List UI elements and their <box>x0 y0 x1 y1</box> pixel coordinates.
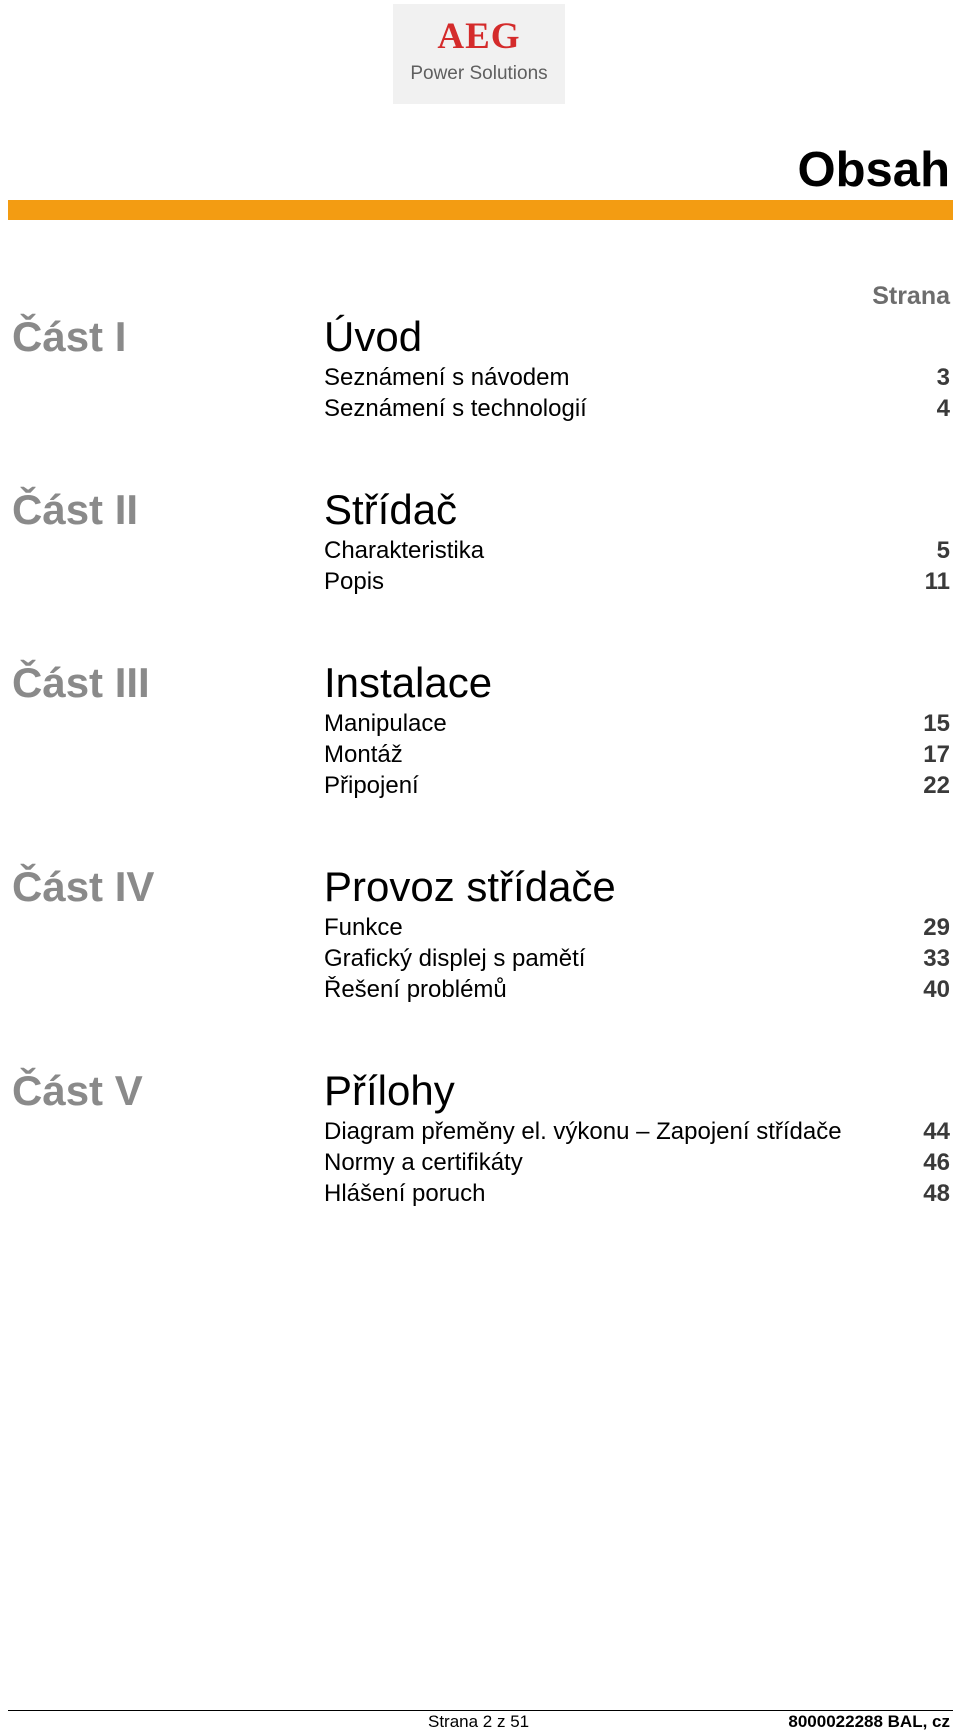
toc-entry-label: Montáž <box>324 741 403 768</box>
toc-entry[interactable] <box>324 739 950 770</box>
toc-entry-page: 40 <box>923 976 950 1003</box>
toc-entry-page: 48 <box>923 1180 950 1207</box>
toc-entry-label: Grafický displej s pamětí <box>324 945 586 972</box>
toc-entry-page: 46 <box>923 1149 950 1176</box>
section-title-2: Střídač <box>324 486 458 533</box>
toc-entry[interactable] <box>324 1116 950 1147</box>
part-label-1: Část I <box>12 313 127 360</box>
toc-entry-label: Řešení problémů <box>324 976 507 1003</box>
page-title: Obsah <box>797 143 950 197</box>
toc-entry[interactable] <box>324 1178 950 1209</box>
toc-entry-page: 29 <box>923 914 950 941</box>
page-column-label: Strana <box>872 282 950 310</box>
part-label-3: Část III <box>12 659 150 706</box>
toc-entry-page: 4 <box>936 395 950 422</box>
toc-entry[interactable] <box>324 393 950 424</box>
part-label-4: Část IV <box>12 863 155 910</box>
section-entries-4 <box>324 912 950 1005</box>
toc-entry-label: Manipulace <box>324 710 447 737</box>
toc-entry-page: 5 <box>936 537 950 564</box>
toc-entry-page: 17 <box>923 741 950 768</box>
toc-entry-page: 11 <box>924 568 950 595</box>
section-title-4: Provoz střídače <box>324 863 616 910</box>
toc-entry-page: 15 <box>923 710 950 737</box>
toc-entry[interactable] <box>324 362 950 393</box>
part-label-5: Část V <box>12 1067 143 1114</box>
toc-entry-label: Normy a certifikáty <box>324 1149 523 1176</box>
toc-entry[interactable] <box>324 943 950 974</box>
toc-entry-label: Funkce <box>324 914 403 941</box>
aeg-logo <box>393 4 565 104</box>
toc-entry-page: 44 <box>923 1118 950 1145</box>
toc-entry-label: Charakteristika <box>324 537 485 564</box>
toc-entry[interactable] <box>324 912 950 943</box>
toc-entry[interactable] <box>324 770 950 801</box>
toc-entry[interactable] <box>324 1147 950 1178</box>
toc-entry[interactable] <box>324 708 950 739</box>
toc-entry-label: Hlášení poruch <box>324 1180 486 1207</box>
section-title-5: Přílohy <box>324 1067 455 1114</box>
logo-brand: AEG <box>437 16 521 57</box>
toc-entry-page: 3 <box>936 364 950 391</box>
section-title-3: Instalace <box>324 659 493 706</box>
footer-doc-id: 8000022288 BAL, cz <box>788 1712 950 1731</box>
toc-entry-label: Popis <box>324 568 385 595</box>
section-title-1: Úvod <box>324 313 423 360</box>
part-label-2: Část II <box>12 486 139 533</box>
toc-entry-label: Seznámení s návodem <box>324 364 570 391</box>
section-entries-3 <box>324 708 950 801</box>
toc-entry[interactable] <box>324 535 950 566</box>
toc-entry[interactable] <box>324 974 950 1005</box>
logo-subtitle: Power Solutions <box>410 63 548 84</box>
toc-entry[interactable] <box>324 566 950 597</box>
toc-entry-label: Seznámení s technologií <box>324 395 587 422</box>
section-entries-5 <box>324 1116 950 1209</box>
toc-entry-label: Připojení <box>324 772 419 799</box>
toc-entry-label: Diagram přeměny el. výkonu – Zapojení střídače <box>324 1118 842 1145</box>
toc-entry-page: 22 <box>923 772 950 799</box>
footer-page-info: Strana 2 z 51 <box>428 1712 530 1731</box>
section-entries-2 <box>324 535 950 597</box>
toc-entry-page: 33 <box>923 945 950 972</box>
section-entries-1 <box>324 362 950 424</box>
title-divider <box>8 200 953 220</box>
